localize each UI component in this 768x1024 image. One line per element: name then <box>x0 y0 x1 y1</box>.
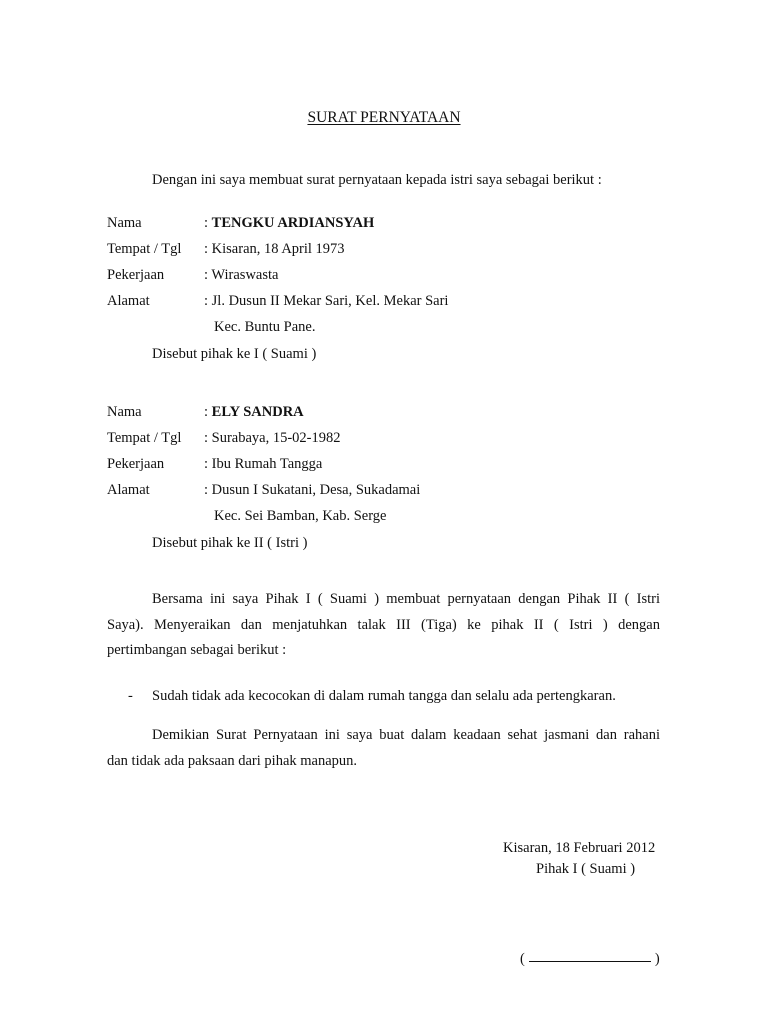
party2-pekerjaan-row <box>204 457 322 472</box>
statement-line-3: pertimbangan sebagai berikut : <box>107 642 287 658</box>
party2-alamat-value-1: Dusun I Sukatani, Desa, Sukadamai <box>211 482 421 498</box>
party1-pekerjaan-row <box>204 268 278 283</box>
closing-line-1: Demikian Surat Pernyataan ini saya buat dalam keadaan sehat jasmani dan rahani <box>152 727 660 743</box>
reason-bullet: - <box>128 688 133 704</box>
party2-alamat-label: Alamat <box>107 482 150 498</box>
colon: : <box>204 430 209 446</box>
colon: : <box>204 482 209 498</box>
closing-line-2: dan tidak ada paksaan dari pihak manapun. <box>107 753 358 769</box>
party1-ttl-row <box>204 242 345 257</box>
colon: : <box>204 404 209 420</box>
signature-place-date: Kisaran, 18 Februari 2012 <box>503 840 656 856</box>
party2-pekerjaan-label: Pekerjaan <box>107 456 165 472</box>
statement-line-2: Saya). Menyeraikan dan menjatuhkan talak III (Tiga) ke pihak II ( Istri ) dengan <box>107 617 660 633</box>
signature-open-paren: ( <box>520 951 525 967</box>
colon: : <box>204 293 209 309</box>
intro-text: Dengan ini saya membuat surat pernyataan kepada istri saya sebagai berikut : <box>152 172 602 188</box>
party1-alamat-value-1: Jl. Dusun II Mekar Sari, Kel. Mekar Sari <box>211 293 449 309</box>
party2-pekerjaan-value: Ibu Rumah Tangga <box>211 456 323 472</box>
party1-alamat-row <box>204 294 448 309</box>
party1-ttl-value: Kisaran, 18 April 1973 <box>211 241 345 257</box>
signature-close-paren: ) <box>654 951 660 967</box>
party1-nama-value: TENGKU ARDIANSYAH <box>211 215 375 231</box>
party2-ttl-label: Tempat / Tgl <box>107 430 182 446</box>
party1-nama-row <box>204 216 374 231</box>
reason-text: Sudah tidak ada kecocokan di dalam rumah tangga dan selalu ada pertengkaran. <box>152 688 616 704</box>
party2-alamat-value-2: Kec. Sei Bamban, Kab. Serge <box>214 508 387 524</box>
party1-nama-label: Nama <box>107 215 142 231</box>
party1-pekerjaan-label: Pekerjaan <box>107 267 165 283</box>
statement-line-1: Bersama ini saya Pihak I ( Suami ) membuat pernyataan dengan Pihak II ( Istri <box>152 591 660 607</box>
colon: : <box>204 215 209 231</box>
signature-line <box>529 961 651 962</box>
colon: : <box>204 241 209 257</box>
party1-designation: Disebut pihak ke I ( Suami ) <box>152 346 317 362</box>
party2-nama-value: ELY SANDRA <box>211 404 304 420</box>
party2-designation: Disebut pihak ke II ( Istri ) <box>152 535 308 551</box>
party1-ttl-label: Tempat / Tgl <box>107 241 182 257</box>
party2-nama-row <box>204 405 304 420</box>
signature-role: Pihak I ( Suami ) <box>536 861 636 877</box>
party1-pekerjaan-value: Wiraswasta <box>211 267 279 283</box>
document-title: SURAT PERNYATAAN <box>307 109 461 126</box>
party2-alamat-row <box>204 483 420 498</box>
party2-nama-label: Nama <box>107 404 142 420</box>
colon: : <box>204 267 209 283</box>
party1-alamat-value-2: Kec. Buntu Pane. <box>214 319 316 335</box>
party2-ttl-value: Surabaya, 15-02-1982 <box>211 430 341 446</box>
party2-ttl-row <box>204 431 341 446</box>
signature-line-block <box>520 952 660 967</box>
colon: : <box>204 456 209 472</box>
party1-alamat-label: Alamat <box>107 293 150 309</box>
